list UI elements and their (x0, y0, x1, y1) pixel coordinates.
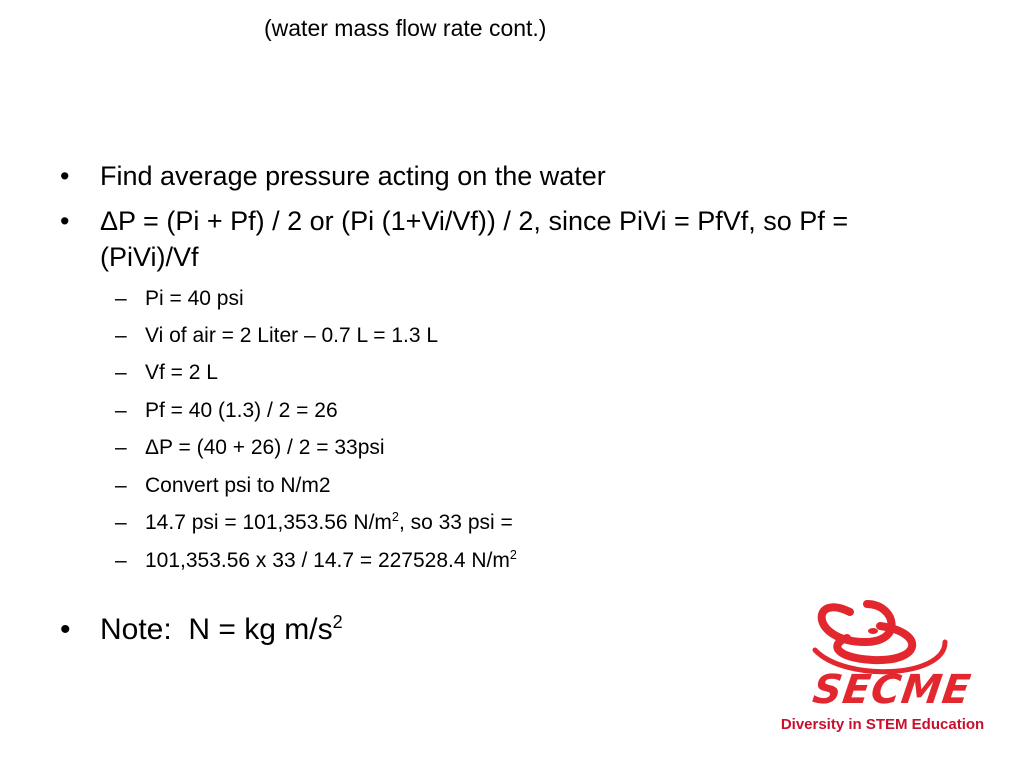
dash-marker: – (115, 511, 127, 534)
sub-item-text: Vf = 2 L (145, 361, 218, 384)
superscript: 2 (332, 612, 343, 632)
bullet-text: ΔP = (Pi + Pf) / 2 or (Pi (1+Vi/Vf)) / 2, since PiVi = PfVf, so Pf = (100, 206, 849, 236)
bullet-marker: • (60, 613, 71, 646)
note-text (100, 610, 343, 650)
secme-wordmark: SECME (809, 667, 975, 713)
sub-item-text: ΔP = (40 + 26) / 2 = 33psi (145, 436, 385, 459)
sub-item-text: Convert psi to N/m2 (145, 474, 331, 497)
sub-item-text: Vi of air = 2 Liter – 0.7 L = 1.3 L (145, 324, 439, 347)
sub-item-text (145, 508, 513, 538)
dash-marker: – (115, 324, 127, 347)
bullet-text: (PiVi)/Vf (100, 242, 199, 272)
dash-marker: – (115, 287, 127, 310)
bullet-text: Find average pressure acting on the water (100, 161, 606, 191)
dash-marker: – (115, 474, 127, 497)
secme-tagline: Diversity in STEM Education (780, 716, 985, 733)
superscript: 2 (509, 548, 517, 562)
superscript: 2 (391, 510, 399, 524)
slide-title: (water mass flow rate cont.) (264, 15, 547, 41)
dash-marker: – (115, 399, 127, 422)
dash-marker: – (115, 361, 127, 384)
dash-marker: – (115, 436, 127, 459)
sub-item-text (145, 546, 517, 576)
sub-item-text: Pf = 40 (1.3) / 2 = 26 (145, 399, 338, 422)
sub-item-text-main: 14.7 psi = 101,353.56 N/m (145, 511, 392, 534)
secme-logo (755, 590, 1000, 740)
sub-item-text-tail: , so 33 psi = (398, 511, 513, 534)
sub-item-text: Pi = 40 psi (145, 287, 244, 310)
sub-item-text-main: 101,353.56 x 33 / 14.7 = 227528.4 N/m (145, 549, 510, 572)
bullet-marker: • (60, 206, 70, 236)
bullet-marker: • (60, 161, 70, 191)
dash-marker: – (115, 549, 127, 572)
note-main: Note: N = kg m/s (100, 613, 333, 646)
